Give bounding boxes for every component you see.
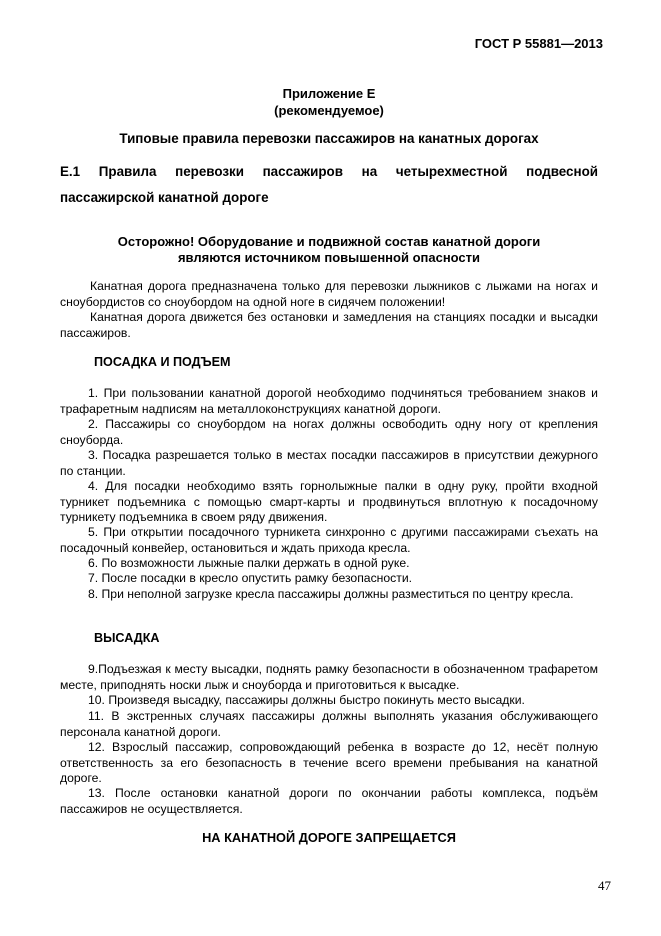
rule-item-5: 5. При открытии посадочного турникета синхронно с другими пассажирами съехать на посадочный конвейер, остановиться и ждать прихода кресла.: [60, 525, 598, 555]
appendix-title: Приложение Е: [282, 86, 376, 101]
rule-item-11: 11. В экстренных случаях пассажиры должны выполнять указания обслуживающего персонала канатной дороги.: [60, 709, 598, 739]
prohibited-heading: НА КАНАТНОЙ ДОРОГЕ ЗАПРЕЩАЕТСЯ: [202, 830, 456, 845]
boarding-heading: ПОСАДКА И ПОДЪЕМ: [94, 355, 231, 369]
warning-line-1: Осторожно! Оборудование и подвижной состав канатной дороги: [117, 234, 541, 249]
intro-paragraph-2: Канатная дорога движется без остановки и замедления на станциях посадки и высадки пассажиров.: [60, 310, 598, 340]
rule-item-3: 3. Посадка разрешается только в местах посадки пассажиров в присутствии дежурного по станции.: [60, 448, 598, 478]
alighting-heading: ВЫСАДКА: [94, 631, 160, 645]
rule-item-1: 1. При пользовании канатной дорогой необходимо подчиняться требованием знаков и трафаретным надписям на металлоконструкциях канатной дороги.: [60, 386, 598, 416]
intro-paragraph-1: Канатная дорога предназначена только для перевозки лыжников с лыжами на ногах и сноубордистов со сноубордом на одной ноге в сидячем положении!: [60, 279, 598, 309]
page-number: 47: [598, 878, 611, 893]
rule-item-13: 13. После остановки канатной дороги по окончании работы комплекса, подъём пассажиров не осуществляется.: [60, 786, 598, 816]
rule-item-8: 8. При неполной загрузке кресла пассажиры должны разместиться по центру кресла.: [88, 587, 574, 601]
warning-line-2: являются источником повышенной опасности: [177, 250, 481, 265]
rule-item-12: 12. Взрослый пассажир, сопровождающий ребенка в возрасте до 12, несёт полную ответственность за его безопасность в течение всего времени пребывания на канатной дороге.: [60, 740, 598, 786]
document-title: Типовые правила перевозки пассажиров на канатных дорогах: [119, 131, 539, 146]
appendix-kind: (рекомендуемое): [274, 103, 384, 118]
standard-number: ГОСТ Р 55881—2013: [474, 36, 603, 51]
rule-item-10: 10. Произведя высадку, пассажиры должны быстро покинуть место высадки.: [88, 693, 525, 707]
rule-item-9: 9.Подъезжая к месту высадки, поднять рамку безопасности в обозначенном трафаретом месте, приподнять носки лыж и сноуборда и приготовиться к высадке.: [60, 662, 598, 692]
rule-item-4: 4. Для посадки необходимо взять горнолыжные палки в одну руку, пройти входной турникет подъемника с помощью смарт-карты и продвинуться вплотную к посадочному турникету подъемника в своем ряду движения.: [60, 479, 598, 525]
rule-item-7: 7. После посадки в кресло опустить рамку безопасности.: [88, 571, 413, 585]
rule-item-6: 6. По возможности лыжные палки держать в одной руке.: [88, 556, 410, 570]
rule-item-2: 2. Пассажиры со сноубордом на ногах должны освободить одну ногу от крепления сноуборда.: [60, 417, 598, 447]
section-heading: Е.1 Правила перевозки пассажиров на четырехместной подвесной пассажирской канатной дороге: [60, 164, 598, 205]
